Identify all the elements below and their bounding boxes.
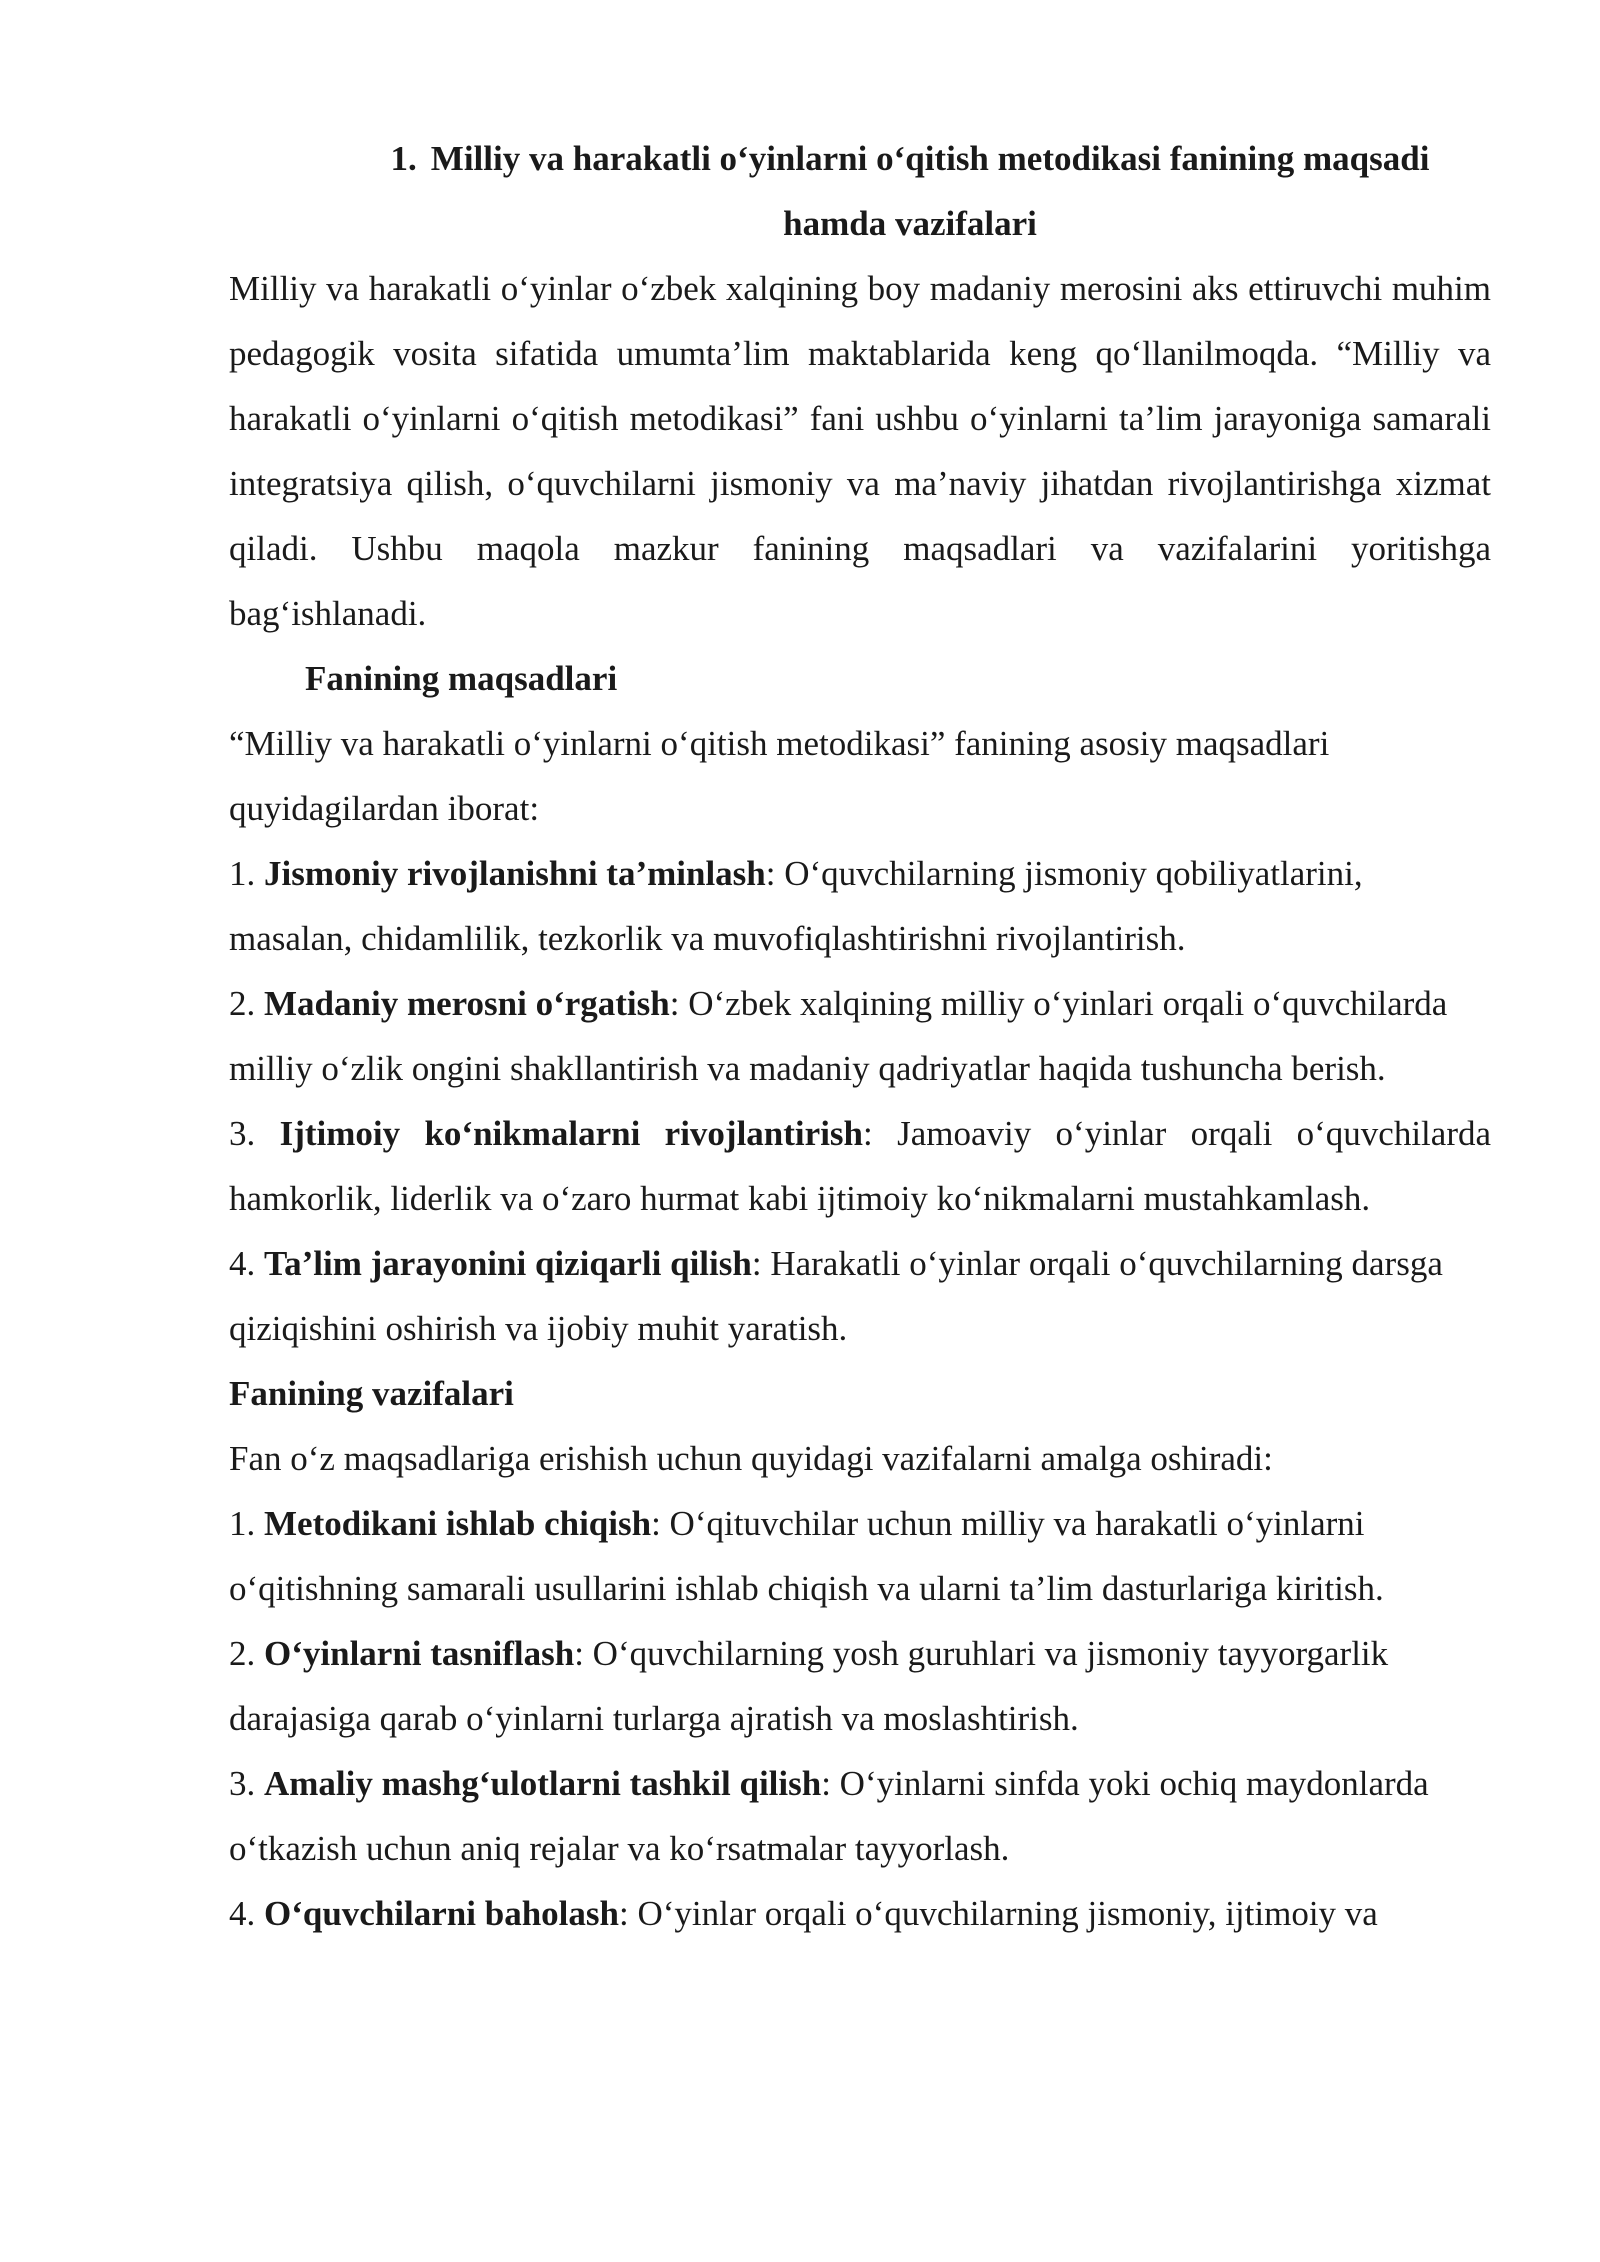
goal-item-3-number: 3. (229, 1114, 256, 1153)
task-item-1-term: Metodikani ishlab chiqish (264, 1504, 652, 1543)
goal-item-3 (229, 1101, 1491, 1231)
page-content (229, 126, 1491, 1946)
tasks-lead: Fan o‘z maqsadlariga erishish uchun quyidagi vazifalarni amalga oshiradi: (229, 1439, 1273, 1478)
goal-item-1-text: : O‘quvchilarning jismoniy qobiliyatlarini, masalan, chidamlilik, tezkorlik va muvofiqlashtirishni rivojlantirish. (229, 854, 1363, 958)
goal-item-1-number: 1. (229, 854, 256, 893)
task-item-2-number: 2. (229, 1634, 256, 1673)
task-item-4-number: 4. (229, 1894, 256, 1933)
task-item-3-term: Amaliy mashg‘ulotlarni tashkil qilish (264, 1764, 822, 1803)
title-line-1-text: Milliy va harakatli o‘yinlarni o‘qitish metodikasi fanining maqsadi (430, 139, 1430, 178)
goal-item-2-number: 2. (229, 984, 256, 1023)
goal-item-2-text: : O‘zbek xalqining milliy o‘yinlari orqali o‘quvchilarda milliy o‘zlik ongini shakllantirish va madaniy qadriyatlar haqida tushuncha berish. (229, 984, 1448, 1088)
task-item-2-text: : O‘quvchilarning yosh guruhlari va jismoniy tayyorgarlik darajasiga qarab o‘yinlarni turlarga ajratish va moslashtirish. (229, 1634, 1389, 1738)
task-item-1-text: : O‘qituvchilar uchun milliy va harakatli o‘yinlarni o‘qitishning samarali usullarini ishlab chiqish va ularni ta’lim dasturlariga kiritish. (229, 1504, 1384, 1608)
title-line-2: hamda vazifalari (783, 204, 1037, 243)
goal-item-3-text: : Jamoaviy o‘yinlar orqali o‘quvchilarda hamkorlik, liderlik va o‘zaro hurmat kabi ijtimoiy ko‘nikmalarni mustahkamlash. (229, 1114, 1492, 1218)
intro-paragraph: Milliy va harakatli o‘yinlar o‘zbek xalqining boy madaniy merosini aks ettiruvchi muhim pedagogik vosita sifatida umumta’lim maktablarida keng qo‘llanilmoqda. “Milliy va harakatli o‘yinlarni o‘qitish metodikasi” fani ushbu o‘yinlarni ta’lim jarayoniga samarali integratsiya qilish, o‘quvchilarni jismoniy va ma’naviy jihatdan rivojlantirishga xizmat qiladi. Ushbu maqola mazkur fanining maqsadlari va vazifalarini yoritishga bag‘ishlanadi. (229, 269, 1491, 633)
task-item-1 (229, 1491, 1491, 1621)
tasks-heading: Fanining vazifalari (229, 1374, 514, 1413)
task-item-3 (229, 1751, 1491, 1881)
goal-item-4 (229, 1231, 1491, 1361)
goal-item-4-number: 4. (229, 1244, 256, 1283)
task-item-1-number: 1. (229, 1504, 256, 1543)
task-item-3-number: 3. (229, 1764, 256, 1803)
task-item-2 (229, 1621, 1491, 1751)
goal-item-2-term: Madaniy merosni o‘rgatish (264, 984, 670, 1023)
title-line-1 (391, 139, 1430, 178)
title-number: 1. (390, 139, 417, 178)
goals-heading: Fanining maqsadlari (305, 659, 618, 698)
task-item-3-text: : O‘yinlarni sinfda yoki ochiq maydonlarda o‘tkazish uchun aniq rejalar va ko‘rsatmalar tayyorlash. (229, 1764, 1429, 1868)
goal-item-2 (229, 971, 1491, 1101)
goal-item-1-term: Jismoniy rivojlanishni ta’minlash (264, 854, 766, 893)
goal-item-1 (229, 841, 1491, 971)
page-title (229, 126, 1491, 256)
task-item-4-term: O‘quvchilarni baholash (264, 1894, 619, 1933)
goals-lead: “Milliy va harakatli o‘yinlarni o‘qitish metodikasi” fanining asosiy maqsadlari quyidagilardan iborat: (229, 724, 1330, 828)
goal-item-4-text: : Harakatli o‘yinlar orqali o‘quvchilarning darsga qiziqishini oshirish va ijobiy muhit yaratish. (229, 1244, 1443, 1348)
task-item-2-term: O‘yinlarni tasniflash (264, 1634, 575, 1673)
goal-item-3-term: Ijtimoiy ko‘nikmalarni rivojlantirish (279, 1114, 864, 1153)
task-item-4 (229, 1881, 1491, 1946)
task-item-4-text: : O‘yinlar orqali o‘quvchilarning jismoniy, ijtimoiy va (618, 1894, 1378, 1933)
goal-item-4-term: Ta’lim jarayonini qiziqarli qilish (264, 1244, 752, 1283)
